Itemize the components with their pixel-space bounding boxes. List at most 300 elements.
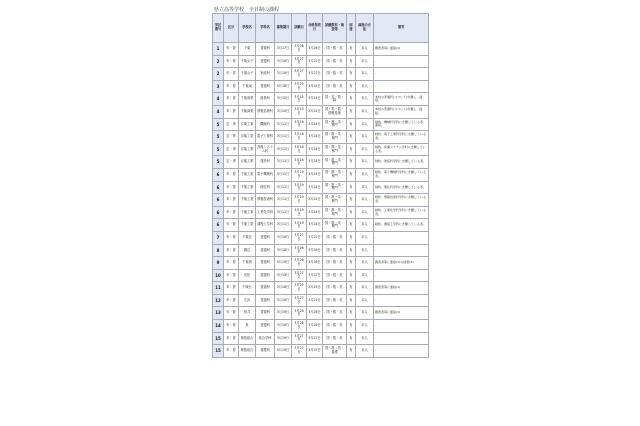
cell-happyo: 3月27日 [307,294,323,307]
cell-kubun: 定・専 [224,118,239,131]
cell-kubun: 定・専 [224,143,239,156]
cell-school: 千葉女子 [239,55,256,68]
cell-hoho: 本人 [356,143,374,156]
cell-shiken: 3月15日 [292,105,307,118]
cell-mensetsu: 有 [347,219,356,232]
cell-no: 5 [213,156,224,169]
table-row [213,168,429,181]
cell-shiken: 3月27日 [292,294,307,307]
cell-hoho: 本人 [356,43,374,56]
cell-shiken: 3月19日 [292,194,307,207]
cell-no: 15 [213,332,224,345]
cell-dept: 機械科 [256,118,275,131]
cell-no: 13 [213,307,224,320]
cell-mensetsu: 有 [347,194,356,207]
header-happyo: 合格発表日 [307,14,323,43]
cell-mensetsu: 有 [347,68,356,81]
cell-no: 5 [213,131,224,144]
cell-dept: 普通科 [256,55,275,68]
cell-kubun: 年・普 [224,345,239,358]
cell-biko: 制約、電子機械科学科に志願している者。 [374,168,429,181]
header-biko: 備考 [374,14,429,43]
cell-school: 千葉工業 [239,206,256,219]
cell-happyo: 3月25日 [307,80,323,93]
cell-biko: – [374,320,429,333]
cell-school: 千葉西 [239,257,256,270]
cell-no: 14 [213,320,224,333]
cell-happyo: 3月25日 [307,282,323,295]
cell-mensetsu: 有 [347,143,356,156]
cell-kyoka: 国・数・英 [323,231,347,244]
cell-kyoka: 国・数・英 [323,269,347,282]
cell-dept: 商業科 [256,93,275,106]
schedule-table-container [212,13,428,358]
cell-shiken: 3月26日 [292,307,307,320]
cell-no: 3 [213,80,224,93]
cell-dept: 建設科 [256,156,275,169]
cell-shiken: 3月15日 [292,93,307,106]
cell-happyo: 3月27日 [307,68,323,81]
cell-no: 10 [213,269,224,282]
table-row [213,269,429,282]
cell-mensetsu: 有 [347,156,356,169]
cell-mensetsu: 有 [347,282,356,295]
cell-mensetsu: 有 [347,43,356,56]
header-shiken: 試験日 [292,14,307,43]
cell-biko: 本校の普通科に(ついて)出願し、面接。 [374,105,429,118]
cell-kubun: 年・普 [224,181,239,194]
cell-school: 千葉工業 [239,219,256,232]
schedule-table [212,13,429,358]
cell-happyo: 3月24日 [307,194,323,207]
cell-kyoka: 国・英・数・調 [323,93,347,106]
cell-hoho: 本人 [356,332,374,345]
cell-boshu: 3月11日 [275,143,292,156]
cell-school: 生浜 [239,294,256,307]
cell-no: 2 [213,55,224,68]
cell-no: 11 [213,282,224,295]
cell-shiken: 3月27日 [292,55,307,68]
cell-mensetsu: 有 [347,345,356,358]
cell-kyoka: 国・数・英・専門 [323,143,347,156]
cell-happyo: 3月27日 [307,55,323,68]
cell-happyo: 3月26日 [307,257,323,270]
cell-kyoka: 国・数・英 [323,55,347,68]
cell-shiken: 3月16日 [292,131,307,144]
cell-kyoka: 国・数・英 [323,294,347,307]
cell-school: 磯辺 [239,244,256,257]
cell-shiken: 3月25日 [292,282,307,295]
cell-school: 千葉工業 [239,168,256,181]
cell-boshu: 3月11日 [275,194,292,207]
page-title: 県立高等学校 全日制の課程 [214,7,280,13]
cell-mensetsu: 有 [347,269,356,282]
cell-happyo: 3月24日 [307,206,323,219]
cell-boshu: 3月10日 [275,93,292,106]
cell-biko: 制約、理化科学科に志願している者。 [374,181,429,194]
cell-dept: 普通科 [256,80,275,93]
cell-kyoka: 国・数・英 [323,68,347,81]
cell-shiken: 3月27日 [292,231,307,244]
cell-mensetsu: 有 [347,93,356,106]
cell-boshu: 3月11日 [275,181,292,194]
cell-school: 千葉商業 [239,93,256,106]
table-row [213,345,429,358]
cell-school: 千葉 [239,43,256,56]
cell-shiken: 3月27日 [292,332,307,345]
cell-school: 京葉工業 [239,156,256,169]
cell-mensetsu: 有 [347,320,356,333]
header-boshu: 募集期日 [275,14,292,43]
cell-hoho: 本人 [356,80,374,93]
cell-dept: 情報処理科 [256,105,275,118]
cell-biko: 本校の普通科に(ついて)出願し、面接。 [374,93,429,106]
cell-kyoka: 国・数・英・専門 [323,206,347,219]
cell-happyo: 3月24日 [307,168,323,181]
cell-biko: – [374,244,429,257]
cell-no: 6 [213,206,224,219]
cell-shiken: 3月26日 [292,320,307,333]
cell-shiken: 3月26日 [292,244,307,257]
table-row [213,93,429,106]
cell-kyoka: 国・数・英・専門 [323,118,347,131]
cell-dept: 総合学科 [256,332,275,345]
cell-no: 6 [213,194,224,207]
cell-biko: 調査書等に面接(1) [374,307,429,320]
cell-mensetsu: 有 [347,131,356,144]
cell-kyoka: 国・数・英・専門 [323,156,347,169]
cell-school: 千葉商業 [239,105,256,118]
table-row [213,294,429,307]
cell-hoho: 本人 [356,269,374,282]
cell-happyo: 3月24日 [307,105,323,118]
cell-biko: – [374,55,429,68]
cell-dept: 家政科 [256,68,275,81]
cell-boshu: 3月11日 [275,118,292,131]
cell-shiken: 3月26日 [292,43,307,56]
cell-boshu: 3月11日 [275,156,292,169]
cell-biko: 制約、電子工業科学科に志願している者。 [374,131,429,144]
table-row [213,43,429,56]
cell-happyo: 3月26日 [307,307,323,320]
cell-biko: 制約、情報技術科学科に志願している者。 [374,194,429,207]
cell-biko: 制約、課程工学科に志願している者。 [374,219,429,232]
cell-no: 9 [213,257,224,270]
cell-biko: – [374,332,429,345]
cell-biko: 制約、工業化学科学科に志願している者。 [374,206,429,219]
cell-mensetsu: 有 [347,118,356,131]
cell-boshu: 3月19日 [275,307,292,320]
table-row [213,194,429,207]
cell-mensetsu: 有 [347,168,356,181]
cell-kubun: 年・普 [224,320,239,333]
cell-dept: 情報技術科 [256,194,275,207]
cell-happyo: 3月27日 [307,345,323,358]
table-row [213,231,429,244]
cell-boshu: 3月19日 [275,231,292,244]
cell-mensetsu: 有 [347,257,356,270]
cell-hoho: 本人 [356,181,374,194]
cell-shiken: 3月27日 [292,68,307,81]
table-row [213,282,429,295]
cell-mensetsu: 有 [347,231,356,244]
cell-boshu: 3月17日 [275,43,292,56]
cell-happyo: 3月24日 [307,156,323,169]
cell-happyo: 3月24日 [307,143,323,156]
cell-biko: 調査書等に面接(1)の結果(2) [374,257,429,270]
table-row [213,320,429,333]
cell-dept: 普通科 [256,231,275,244]
cell-happyo: 3月26日 [307,43,323,56]
cell-hoho: 本人 [356,307,374,320]
cell-shiken: 3月27日 [292,269,307,282]
cell-kubun: 年・普 [224,332,239,345]
cell-biko: 調査書等に面接(1) [374,43,429,56]
cell-shiken: 3月19日 [292,181,307,194]
cell-kubun: 年・普 [224,244,239,257]
table-row [213,80,429,93]
cell-hoho: 本人 [356,131,374,144]
cell-dept: 設備システム科 [256,143,275,156]
cell-boshu: 3月18日 [275,80,292,93]
cell-hoho: 本人 [356,282,374,295]
cell-dept: 普通科 [256,269,275,282]
cell-school: 千葉工業 [239,181,256,194]
cell-school: 泉 [239,320,256,333]
cell-no: 1 [213,43,224,56]
cell-no: 6 [213,181,224,194]
cell-hoho: 本人 [356,244,374,257]
cell-dept: 課程工学科 [256,219,275,232]
cell-biko: 制約、建設科学科に志願している者。 [374,156,429,169]
cell-hoho: 本人 [356,257,374,270]
cell-kubun: 年・普 [224,168,239,181]
cell-kyoka: 国・数・英 [323,282,347,295]
cell-biko: – [374,68,429,81]
cell-boshu: 3月11日 [275,131,292,144]
cell-dept: 工業化学科 [256,206,275,219]
cell-hoho: 本人 [356,206,374,219]
cell-school: 千葉北 [239,231,256,244]
cell-no: 2 [213,68,224,81]
cell-hoho: 本人 [356,320,374,333]
cell-boshu: 3月11日 [275,206,292,219]
table-row [213,68,429,81]
cell-kyoka: 国・数・英 [323,244,347,257]
cell-dept: 普通科 [256,282,275,295]
cell-kyoka: 国・数・英・専門 [323,131,347,144]
cell-boshu: 3月19日 [275,257,292,270]
cell-kyoka: 国・数・英・専門 [323,194,347,207]
table-row [213,105,429,118]
cell-dept: 理化科 [256,181,275,194]
cell-no: 12 [213,294,224,307]
cell-boshu: 3月19日 [275,332,292,345]
cell-mensetsu: 有 [347,55,356,68]
cell-kyoka: 国・数・英 [323,43,347,56]
cell-hoho: 本人 [356,55,374,68]
cell-hoho: 本人 [356,345,374,358]
table-row [213,206,429,219]
cell-school: 千城台 [239,282,256,295]
cell-kyoka: 国・数・英 [323,320,347,333]
cell-dept: 普通科 [256,320,275,333]
header-hoho: 面接の方法 [356,14,374,43]
table-row [213,219,429,232]
cell-biko: 制約、設備システム学科に志願している者。 [374,143,429,156]
cell-no: 5 [213,143,224,156]
cell-no: 6 [213,168,224,181]
cell-kubun: 年・普 [224,43,239,56]
table-row [213,257,429,270]
cell-boshu: 3月11日 [275,168,292,181]
cell-happyo: 3月27日 [307,332,323,345]
cell-kyoka: 国・数・英 [323,257,347,270]
cell-school: 千葉東 [239,80,256,93]
cell-shiken: 3月25日 [292,80,307,93]
table-row [213,143,429,156]
cell-boshu: 3月19日 [275,294,292,307]
cell-dept: 電子機械科 [256,168,275,181]
cell-no: 7 [213,231,224,244]
cell-no: 4 [213,105,224,118]
cell-hoho: 本人 [356,219,374,232]
table-row [213,332,429,345]
cell-kyoka: 国・数・英・専門 [323,168,347,181]
cell-no: 15 [213,345,224,358]
cell-kubun: 年・普 [224,93,239,106]
cell-boshu: 3月18日 [275,282,292,295]
cell-dept: 普通科 [256,244,275,257]
cell-kubun: 年・普 [224,257,239,270]
table-header-row [213,14,429,43]
cell-kubun: 年・普 [224,269,239,282]
cell-kubun: 年・普 [224,105,239,118]
table-body [213,43,429,358]
cell-happyo: 3月27日 [307,231,323,244]
cell-hoho: 本人 [356,194,374,207]
cell-biko: – [374,294,429,307]
cell-dept: 普通科 [256,43,275,56]
cell-school: 京葉工業 [239,131,256,144]
cell-mensetsu: 有 [347,294,356,307]
cell-mensetsu: 有 [347,244,356,257]
cell-biko: – [374,231,429,244]
cell-kubun: 年・普 [224,219,239,232]
cell-no: 5 [213,118,224,131]
cell-happyo: 3月26日 [307,320,323,333]
cell-school: 京葉工業 [239,118,256,131]
cell-kubun: 年・普 [224,68,239,81]
table-row [213,118,429,131]
header-kyoka: 試験教科・検査等 [323,14,347,43]
cell-kubun: 定・専 [224,131,239,144]
cell-school: 幕張総合 [239,332,256,345]
cell-hoho: 本人 [356,68,374,81]
cell-kubun: 年・普 [224,231,239,244]
cell-happyo: 3月24日 [307,181,323,194]
table-row [213,181,429,194]
cell-happyo: 3月24日 [307,118,323,131]
cell-mensetsu: 有 [347,307,356,320]
table-row [213,156,429,169]
cell-happyo: 3月26日 [307,244,323,257]
cell-dept: 看護科 [256,345,275,358]
cell-kyoka: 国・数・英 [323,80,347,93]
cell-school: 柏井 [239,307,256,320]
cell-boshu: 3月19日 [275,345,292,358]
cell-hoho: 本人 [356,294,374,307]
cell-mensetsu: 有 [347,332,356,345]
cell-happyo: 3月24日 [307,131,323,144]
cell-kyoka: 国・数・英・専門 [323,219,347,232]
cell-boshu: 3月19日 [275,320,292,333]
header-no: 学区番号 [213,14,224,43]
table-row [213,55,429,68]
header-kubun: 区分 [224,14,239,43]
cell-dept: 普通科 [256,307,275,320]
cell-shiken: 3月26日 [292,257,307,270]
cell-biko: 調査書等に面接(1) [374,282,429,295]
cell-hoho: 本人 [356,118,374,131]
cell-kubun: 年・普 [224,307,239,320]
cell-school: 千葉工業 [239,194,256,207]
cell-kubun: 年・普 [224,206,239,219]
cell-school: 京葉工業 [239,143,256,156]
cell-no: 4 [213,93,224,106]
table-row [213,244,429,257]
cell-mensetsu: 有 [347,105,356,118]
cell-kyoka: 国・数・英 [323,307,347,320]
cell-kubun: 年・普 [224,194,239,207]
cell-school: 若松 [239,269,256,282]
cell-kyoka: 国・英・数・情報処理 [323,105,347,118]
cell-school: 千葉女子 [239,68,256,81]
cell-mensetsu: 有 [347,181,356,194]
cell-boshu: 3月11日 [275,219,292,232]
cell-boshu: 3月10日 [275,105,292,118]
cell-kubun: 年・普 [224,55,239,68]
cell-shiken: 3月27日 [292,345,307,358]
cell-shiken: 3月16日 [292,143,307,156]
cell-boshu: 3月19日 [275,55,292,68]
cell-shiken: 3月19日 [292,219,307,232]
cell-kubun: 定・専 [224,156,239,169]
table-row [213,307,429,320]
cell-shiken: 3月16日 [292,118,307,131]
cell-mensetsu: 有 [347,80,356,93]
cell-kubun: 年・普 [224,282,239,295]
cell-kyoka: 国・数・英・看護 [323,345,347,358]
cell-kubun: 年・普 [224,294,239,307]
cell-hoho: 本人 [356,156,374,169]
cell-biko: – [374,345,429,358]
cell-mensetsu: 有 [347,206,356,219]
cell-boshu: 3月18日 [275,244,292,257]
table-row [213,131,429,144]
cell-hoho: 本人 [356,231,374,244]
cell-happyo: 3月24日 [307,219,323,232]
cell-shiken: 3月16日 [292,156,307,169]
cell-no: 6 [213,219,224,232]
cell-boshu: 3月19日 [275,269,292,282]
cell-no: 8 [213,244,224,257]
cell-shiken: 3月19日 [292,168,307,181]
cell-kyoka: 国・数・英・専門 [323,181,347,194]
cell-happyo: 3月27日 [307,269,323,282]
header-school: 学校名 [239,14,256,43]
cell-boshu: 3月19日 [275,68,292,81]
